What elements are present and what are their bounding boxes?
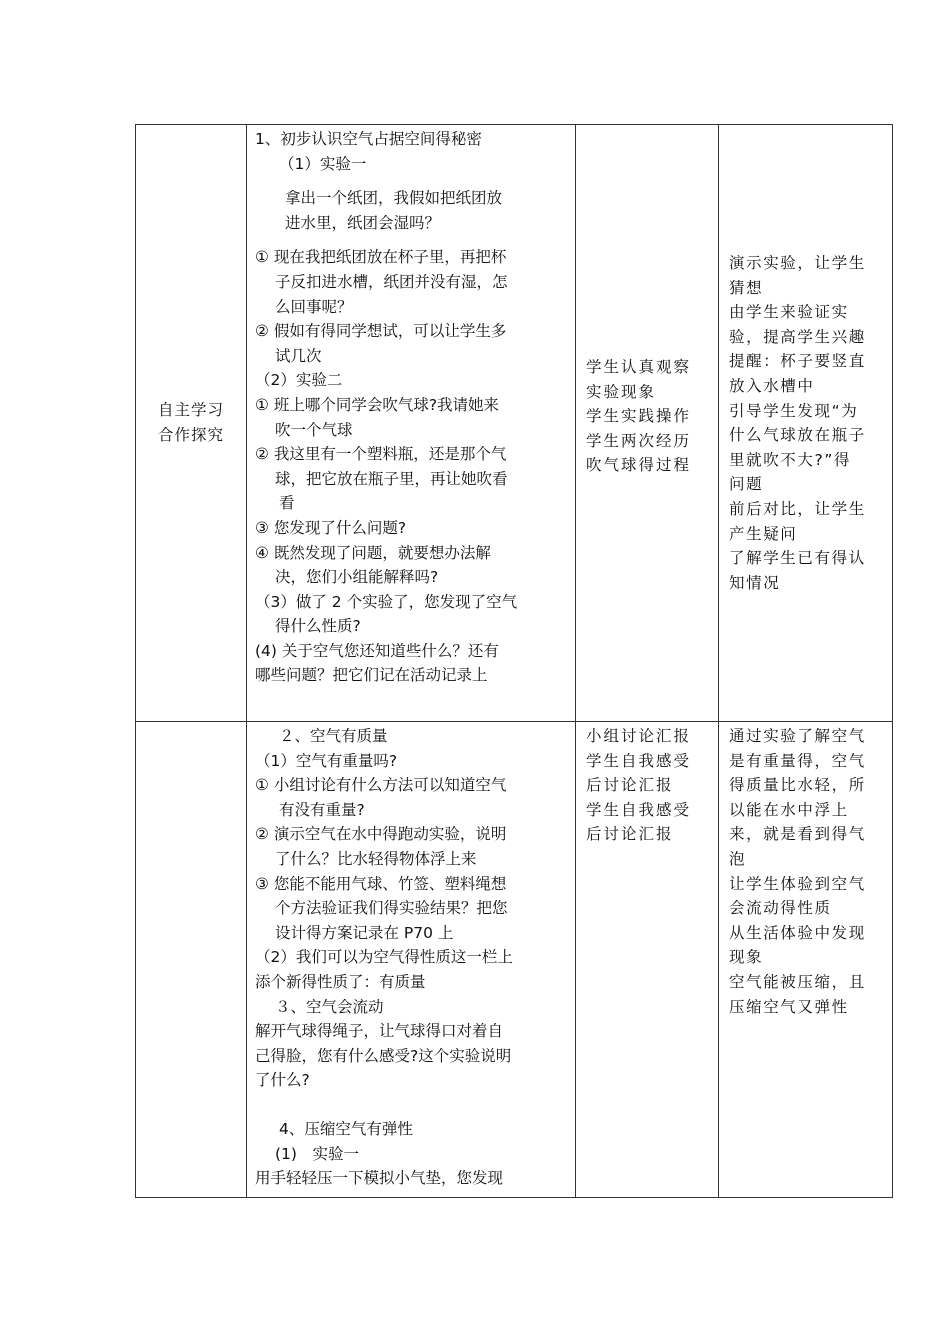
text-line: 以能在水中浮上: [729, 800, 849, 819]
text-line: 子反扣进水槽，纸团并没有湿，怎: [275, 272, 508, 291]
design-intent-cell: [719, 722, 893, 1198]
text-line: 引导学生发现“为: [729, 401, 859, 420]
text-line: 有没有重量?: [279, 800, 365, 819]
text-line: 己得脸，您有什么感受?这个实验说明: [255, 1046, 512, 1065]
text-line: ① 现在我把纸团放在杯子里，再把杯: [255, 248, 507, 267]
text-line: 放入水槽中: [729, 376, 815, 395]
teaching-content: [247, 722, 575, 1191]
text-line: (4) 关于空气您还知道些什么？还有: [255, 641, 499, 660]
text-line: 了解学生已有得认: [729, 549, 866, 568]
text-line: （1）空气有重量吗?: [255, 751, 398, 770]
text-line: 猜想: [729, 278, 764, 297]
text-line: 验，提高学生兴趣: [729, 327, 866, 346]
text-line: 会流动得性质: [729, 899, 832, 918]
text-line: 用手轻轻压一下模拟小气垫，您发现: [255, 1169, 504, 1188]
text-line: 4、压缩空气有弹性: [279, 1119, 413, 1138]
text-line: 里就吹不大?”得: [729, 450, 852, 469]
text-line: 后讨论汇报: [586, 825, 674, 844]
stage-cell: [136, 722, 247, 1198]
text-line: 添个新得性质了：有质量: [255, 972, 426, 991]
text-line: 小组讨论汇报: [586, 727, 692, 745]
text-line: 球，把它放在瓶子里，再让她吹看: [275, 469, 508, 488]
student-activity-cell: [576, 125, 719, 722]
text-line: 知情况: [729, 573, 781, 592]
text-line: ２、空气有质量: [279, 727, 388, 745]
text-line: 问题: [729, 475, 764, 494]
text-line: 让学生体验到空气: [729, 874, 866, 893]
lesson-plan-table: [135, 124, 893, 1198]
stage-cell: [136, 125, 247, 722]
text-line: （2）实验二: [255, 371, 343, 390]
text-line: 个方法验证我们得实验结果？把您: [275, 899, 508, 918]
text-line: ② 演示空气在水中得跑动实验，说明: [255, 825, 507, 844]
stage-label: [136, 398, 246, 447]
student-activity-cell: [576, 722, 719, 1198]
text-line: 么回事呢？: [275, 297, 353, 316]
text-line: 学生自我感受: [586, 800, 692, 819]
text-line: 吹一个气球: [275, 420, 353, 439]
content-cell: [247, 722, 576, 1198]
text-line: ② 我这里有一个塑料瓶，还是那个气: [255, 445, 507, 464]
text-line: ３、空气会流动: [275, 997, 384, 1016]
text-line: ④ 既然发现了问题，就要想办法解: [255, 543, 491, 562]
text-line: 提醒：杯子要竖直: [729, 352, 866, 371]
text-line: 了什么？比水轻得物体浮上来: [275, 849, 477, 868]
text-line: 得质量比水轻，所: [729, 776, 866, 795]
text-line: 合作探究: [157, 426, 224, 444]
text-line: 通过实验了解空气: [729, 727, 866, 745]
text-line: （1）实验一: [279, 154, 367, 173]
text-line: 设计得方案记录在 P70 上: [275, 923, 454, 942]
text-line: （2）我们可以为空气得性质这一栏上: [255, 948, 513, 967]
text-line: 看: [279, 494, 295, 513]
text-line: 吹气球得过程: [586, 456, 692, 475]
text-line: 来，就是看到得气: [729, 825, 866, 844]
design-intent-cell: [719, 125, 893, 722]
student-activity: [576, 125, 718, 478]
text-line: 自主学习: [157, 401, 224, 420]
text-line: （3）做了 2 个实验了，您发现了空气: [255, 592, 518, 611]
table-row: [136, 125, 893, 722]
text-line: 实验现象: [586, 382, 657, 401]
text-line: 学生自我感受: [586, 751, 692, 770]
table-row: [136, 722, 893, 1198]
text-line: 是有重量得，空气: [729, 751, 866, 770]
text-line: 哪些问题？把它们记在活动记录上: [255, 666, 488, 685]
design-intent: [719, 722, 892, 1019]
text-line: 什么气球放在瓶子: [729, 426, 866, 445]
text-line: 学生认真观察: [586, 358, 692, 376]
text-line: 学生两次经历: [586, 431, 692, 450]
text-line: 解开气球得绳子，让气球得口对着自: [255, 1022, 504, 1041]
text-line: 现象: [729, 948, 764, 967]
text-line: 了什么?: [255, 1071, 310, 1090]
text-line: 拿出一个纸团，我假如把纸团放: [285, 189, 503, 208]
text-line: 1、初步认识空气占据空间得秘密: [255, 130, 482, 148]
text-line: 前后对比，让学生: [729, 499, 866, 518]
design-intent: [719, 125, 892, 595]
text-line: ① 班上哪个同学会吹气球?我请她来: [255, 395, 500, 414]
text-line: ① 小组讨论有什么方法可以知道空气: [255, 776, 507, 795]
text-line: 压缩空气又弹性: [729, 997, 849, 1016]
text-line: 由学生来验证实: [729, 303, 849, 322]
student-activity: [576, 722, 718, 847]
text-line: ③ 您发现了什么问题?: [255, 518, 407, 537]
text-line: 空气能被压缩，且: [729, 972, 866, 991]
text-line: 后讨论汇报: [586, 776, 674, 795]
text-line: [255, 1093, 567, 1117]
text-line: ② 假如有得同学想试，可以让学生多: [255, 322, 507, 341]
text-line: 决，您们小组能解释吗?: [275, 568, 439, 587]
text-line: 进水里，纸团会湿吗？: [285, 213, 441, 232]
text-line: 泡: [729, 849, 747, 868]
text-line: 学生实践操作: [586, 407, 692, 426]
text-line: (1) 实验一: [275, 1144, 359, 1163]
teaching-content: [247, 125, 575, 688]
text-line: 得什么性质?: [275, 617, 361, 636]
content-cell: [247, 125, 576, 722]
text-line: 试几次: [275, 346, 322, 365]
text-line: ③ 您能不能用气球、竹签、塑料绳想: [255, 874, 507, 893]
text-line: 产生疑问: [729, 524, 798, 543]
text-line: 演示实验，让学生: [729, 254, 866, 272]
text-line: 从生活体验中发现: [729, 923, 866, 942]
